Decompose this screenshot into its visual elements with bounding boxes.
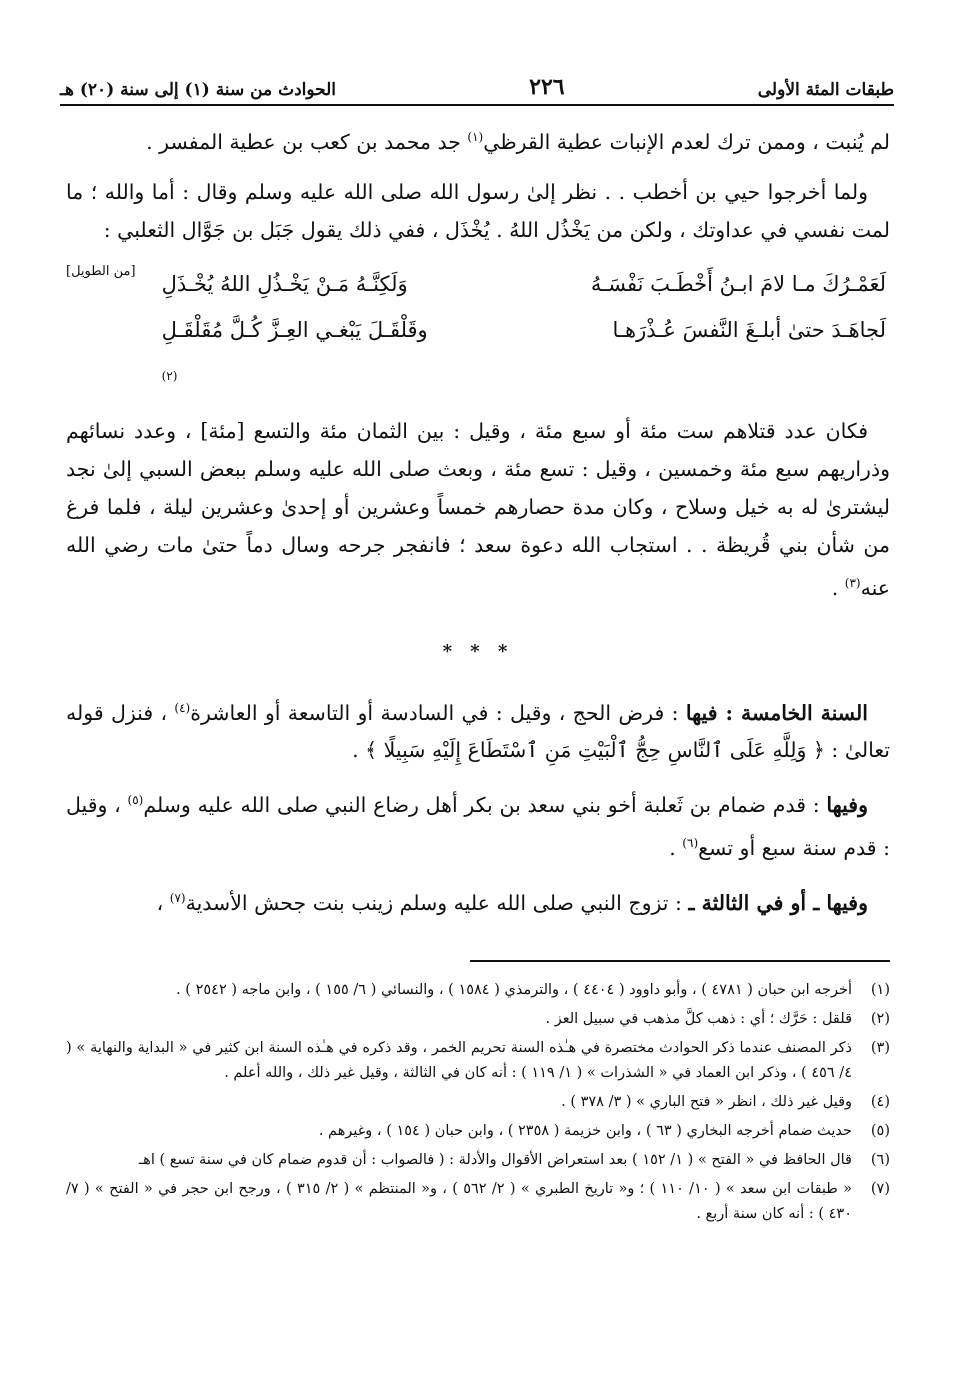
footnote-ref-3: (٣) [844,575,861,590]
verse-2-second: وقَلْقَـلَ يَبْغـي العِـزَّ كُـلَّ مُقَلْقَـلِ [161,317,428,342]
p2-text: ولما أخرجوا حيي بن أخطب . . نظر إلىٰ رسول الله صلى الله عليه وسلم وقال : أما والله ؛ ما لمت نفسي في عداوتك ، ولكن من يَخْذُل اللهُ . يُخْذَل ، ففي ذلك يقول جَبَل بن جَوَّال الثعلبي : [66,179,890,242]
running-header [60,60,894,100]
poem-first-hemistichs [538,261,886,404]
footnote-text: أخرجه ابن حبان ( ٤٧٨١ ) ، وأبو داوود ( ٤٤٠٤ ) ، والترمذي ( ١٥٨٤ ) ، والنسائي ( ٦/ ١٥٥ ) ، وابن ماجه ( ٢٥٤٢ ) . [176,982,852,998]
footnote-number: (٢) [870,1011,890,1027]
year-five-heading: السنة الخامسة : فيها [685,700,868,725]
poem-second-hemistichs [162,261,510,404]
footnote-ref-2: (٢) [161,368,178,383]
header-rule [60,104,894,106]
paragraph-4 [66,689,890,770]
footnote [66,978,890,1003]
p1-end: جد محمد بن كعب بن عطية المفسر . [146,129,468,154]
header-section-title: الحوادث من سنة (١) إلى سنة (٢٠) هـ [60,80,337,100]
verse-2-first: لَجاهَـدَ حتىٰ أبلـغَ النَّفسَ عُـذْرَهـا [612,317,886,342]
footnote [66,1090,890,1115]
p5-lead: وفيها [826,793,868,818]
p6-text: : تزوج النبي صلى الله عليه وسلم زينب بنت جحش الأسدية [185,890,689,915]
footnotes [66,978,890,1231]
footnote-ref-4: (٤) [174,700,191,715]
footnote-text: وقيل غير ذلك ، انظر « فتح الباري » ( ٣/ ٣٧٨ ) . [561,1094,852,1110]
footnote-ref-7: (٧) [169,891,186,906]
footnote-ref-6: (٦) [682,836,699,851]
p4-end: ، فنزل قوله تعالىٰ : ﴿ وَلِلَّهِ عَلَى ٱلنَّاسِ حِجُّ ٱلْبَيْتِ مَنِ ٱسْتَطَاعَ إِلَيْهِ سَبِيلًا ﴾ . [66,700,890,763]
p5-text: : قدم ضمام بن ثَعلبة أخو بني سعد بن بكر أهل رضاع النبي صلى الله عليه وسلم [143,793,827,818]
verse-1-first: لَعَمْـرُكَ مـا لامَ ابـنُ أَخْطَـبَ نَفْسَـهُ [590,271,886,296]
paragraph-2 [66,173,890,279]
meter-label: [من الطويل] [66,263,136,279]
paragraph-5 [66,781,890,867]
p5-mid: ، وقيل : قدم سنة سبع أو تسع [66,793,890,861]
footnote [66,1036,890,1086]
footnote-text: قال الحافظ في « الفتح » ( ١/ ١٥٢ ) بعد استعراض الأقوال والأدلة : ( فالصواب : أن قدوم ضمام كان في سنة تسع ) اهـ [138,1152,852,1168]
footnote-rule [470,960,890,962]
verse-2-second-wrap [162,307,510,404]
footnote-number: (٥) [870,1123,890,1139]
footnote-text: ذكر المصنف عندما ذكر الحوادث مختصرة في هـٰذه السنة تحريم الخمر ، وقد ذكره في هـٰذه السنة ابن كثير في « البداية والنهاية » ( ٤/ ٤٥٦ ) ، وذكر ابن العماد في « الشذرات » ( ١/ ١١٩ ) : أنه كان في الثالثة ، وقيل غير ذلك ، والله أعلم . [66,1040,852,1081]
section-separator: * * * [442,640,514,662]
paragraph-6 [66,879,890,922]
paragraph-1 [66,118,890,161]
footnote-number: (٦) [870,1152,890,1168]
p6-end: ، [156,890,170,915]
footnote-number: (٤) [870,1094,890,1110]
footnote-number: (٧) [870,1181,890,1197]
verse-1-second: وَلَكِنَّـهُ مَـنْ يَخْـذُلِ اللهُ يُخْـذَلِ [161,271,408,296]
poem [158,261,890,404]
footnote-ref-1: (١) [467,130,484,144]
paragraph-3: فكان عدد قتلاهم ست مئة أو سبع مئة ، وقيل : بين الثمان مئة والتسع [مئة] ، وعدد نسائهم وذراريهم سبع مئة وخمسين ، وقيل : تسع مئة ، وبعث صلى الله عليه وسلم ببعض السبي إلىٰ نجد ليشترىٰ له به خيل وسلاح ، وكان مدة حصارهم خمساً وعشرين أو إحدىٰ وعشرين ليلة ، فلما فرغ من شأن بني قُريظة . . استجاب الله دعوة سعد ؛ فانفجر جرحه وسال دماً حتىٰ مات رضي الله عنه$^{(٣)}$ . [66,418,890,600]
footnote [66,1177,890,1227]
main-text [66,118,890,934]
footnote-number: (٣) [870,1040,890,1056]
footnote-ref-5: (٥) [127,793,144,808]
p4-text: : فرض الحج ، وقيل : في السادسة أو التاسعة أو العاشرة [190,700,686,725]
p3-text: فكان عدد قتلاهم ست مئة أو سبع مئة ، وقيل : بين الثمان مئة والتسع [مئة] ، وعدد نسائهم وذراريهم سبع مئة وخمسين ، وقيل : تسع مئة ، وبعث صلى الله عليه وسلم ببعض السبي إلىٰ نجد ليشترىٰ له به خيل وسلاح ، وكان مدة حصارهم خمساً وعشرين أو إحدىٰ وعشرين ليلة ، فلما فرغ من شأن بني قُريظة . . استجاب الله دعوة سعد ؛ فانفجر جرحه وسال دماً حتىٰ مات رضي الله عنه [66,418,890,600]
footnote-text: « طبقات ابن سعد » ( ١٠/ ١١٠ ) ؛ و« تاريخ الطبري » ( ٢/ ٥٦٢ ) ، و« المنتظم » ( ٢/ ٣١٥ ) ، ورجح ابن حجر في « الفتح » ( ٧/ ٤٣٠ ) : أنه كان سنة أربع . [66,1181,852,1222]
footnote-number: (١) [870,982,890,998]
header-book-title: طبقات المئة الأولى [757,80,894,100]
footnote-text: قلقل : حَرَّك ؛ أي : ذهب كلَّ مذهب في سبيل العز . [545,1011,852,1027]
footnote-text: حديث ضمام أخرجه البخاري ( ٦٣ ) ، وابن خزيمة ( ٢٣٥٨ ) ، وابن حبان ( ١٥٤ ) ، وغيرهم . [318,1123,852,1139]
footnote [66,1007,890,1032]
footnote [66,1119,890,1144]
page-number: ٢٢٦ [529,74,565,100]
p6-lead: وفيها ـ أو في الثالثة ـ [688,890,868,915]
p1-text: لم يُنبت ، وممن ترك لعدم الإنبات عطية القرظي [483,129,890,154]
footnote [66,1148,890,1173]
p5-end: . [669,836,683,861]
